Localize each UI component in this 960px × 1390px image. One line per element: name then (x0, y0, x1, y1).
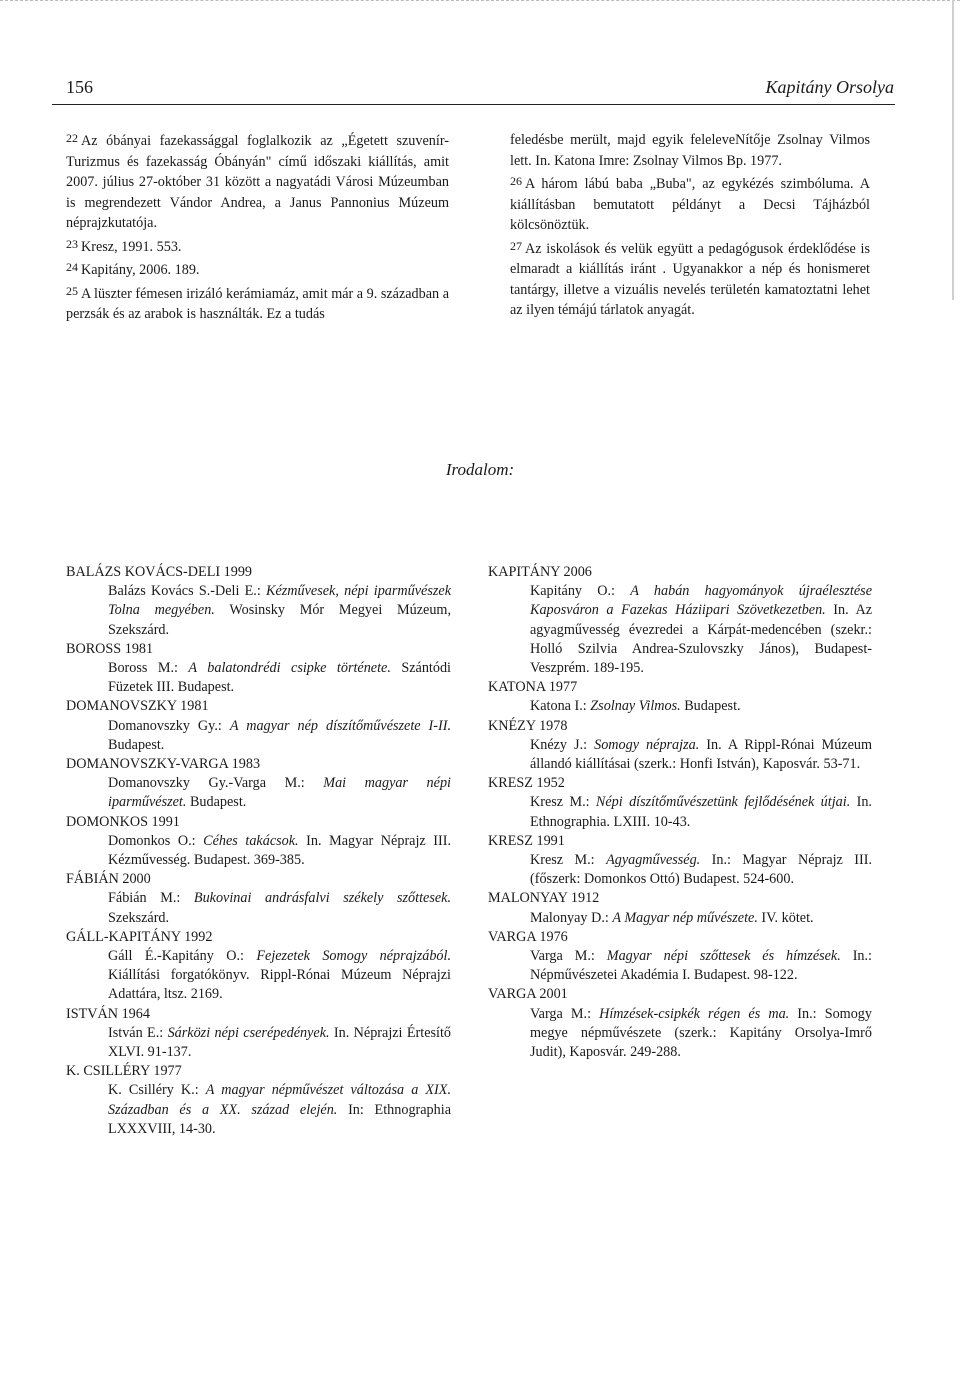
bib-title: A balatondrédi csipke története. (188, 660, 391, 677)
bib-title: Magyar népi szőttesek és hímzések. (606, 948, 841, 965)
footnote-text: Kapitány, 2006. 189. (81, 262, 200, 278)
bib-publication: Wosinsky Mór Megyei Múzeum, Szekszárd. (108, 602, 452, 638)
bib-publication: In: Ethnographia LXXXVIII, 14-30. (108, 1101, 451, 1137)
bib-reference (488, 582, 872, 678)
bib-key: MALONYAY 1912 (488, 890, 600, 907)
bib-author: Kapitány O.: (530, 583, 631, 600)
bib-entry (66, 1005, 451, 1063)
bib-entry (488, 928, 872, 986)
footnote-25 (66, 281, 449, 325)
footnote-24 (66, 257, 449, 281)
bib-author: Katona I.: (530, 698, 591, 715)
bib-title: Fejezetek Somogy néprajzából. (256, 948, 451, 965)
bib-key: KNÉZY 1978 (488, 717, 568, 734)
bib-author: Kresz M.: (530, 794, 596, 811)
footnote-26 (510, 171, 870, 236)
bib-publication: In. Magyar Néprajz III. Kézművesség. Budapest. 369-385. (108, 832, 451, 869)
bib-publication: IV. kötet. (757, 909, 814, 926)
bib-author: Balázs Kovács S.-Deli E.: (108, 583, 267, 600)
bib-entry (488, 717, 872, 775)
footnote-text: Az óbányai fazekassággal foglalkozik az „Égetett szuvenír-Turizmus és fazekasság Óbányán" című időszaki kiállítás, amit 2007. július 27-október 31 között a nagyatádi Városi Múzeumban is megrendezett Vándor Andrea, a Janus Pannonius Múzeum néprajzkutatója. (66, 133, 449, 231)
bib-entry (66, 813, 451, 871)
bib-author: Boross M.: (108, 660, 189, 677)
bib-reference (488, 1005, 872, 1063)
bib-title: Somogy néprajza. (594, 736, 700, 753)
bib-title: Mai magyar népi iparművészet. (108, 775, 451, 811)
bib-publication: Budapest. (680, 698, 741, 715)
bib-publication: In. Néprajzi Értesítő XLVI. 91-137. (108, 1024, 451, 1061)
bib-reference (488, 736, 872, 774)
bib-key: KRESZ 1991 (488, 832, 565, 849)
scan-edge-right (952, 0, 954, 300)
footnote-27 (510, 236, 870, 321)
bib-entry (488, 832, 872, 890)
bib-author: Malonyay D.: (530, 909, 613, 926)
bib-key: GÁLL-KAPITÁNY 1992 (66, 928, 213, 945)
bib-author: Gáll É.-Kapitány O.: (108, 948, 257, 965)
bib-reference (66, 832, 451, 870)
bib-key: VARGA 1976 (488, 928, 568, 945)
bib-entry (66, 1062, 451, 1139)
bib-key: DOMANOVSZKY 1981 (66, 698, 209, 715)
bib-key: BALÁZS KOVÁCS-DELI 1999 (66, 564, 253, 580)
bib-title: A magyar népművészet változása a XIX. Században és a XX. század elején. (108, 1082, 451, 1118)
bib-publication: In. Az agyagművesség évezredei a Kárpát-medencében (szekr.: Holló Szilvia Andrea-Szulovszky János), Budapest-Veszprém. 189-195. (530, 602, 872, 677)
bib-reference (66, 582, 451, 640)
section-title-irodalom: Irodalom: (445, 460, 515, 479)
bib-key: DOMONKOS 1991 (66, 813, 180, 830)
bib-title: Agyagművesség. (606, 852, 701, 869)
bib-author: Varga M.: (530, 948, 607, 965)
bib-key: KAPITÁNY 2006 (488, 564, 592, 580)
scan-edge-top (0, 0, 960, 7)
bib-entry (66, 697, 451, 755)
bib-entry (66, 563, 451, 640)
bibliography-right-column (488, 563, 872, 1062)
footnotes-left-column (66, 128, 449, 325)
footnote-23 (66, 234, 449, 258)
bib-author: K. Csilléry K.: (108, 1082, 206, 1099)
bib-entry (66, 870, 451, 928)
footnote-number: 25 (66, 283, 78, 298)
bib-key: BOROSS 1981 (66, 640, 154, 657)
page-number: 156 (66, 77, 93, 97)
bib-key: ISTVÁN 1964 (66, 1005, 150, 1022)
footnote-text: Az iskolások és velük együtt a pedagógusok érdeklődése is elmaradt a kiállítás iránt . Ugyanakkor a nép és honismeret tantárgy, illetve a vizuális nevelés területén kamatoztatni lehet az ilyen témájú tárlatok anyagát. (510, 240, 870, 318)
bib-key: VARGA 2001 (488, 986, 568, 1003)
bib-author: Kresz M.: (530, 852, 607, 869)
bib-title: Sárközi népi cserépedények. (167, 1024, 330, 1041)
bib-entry (488, 985, 872, 1062)
bib-publication: In. Ethnographia. LXIII. 10-43. (530, 794, 872, 830)
bib-title: Hímzések-csipkék régen és ma. (599, 1005, 790, 1022)
bib-title: A Magyar nép művészete. (612, 909, 758, 926)
bib-publication: Szántódi Füzetek III. Budapest. (108, 660, 451, 696)
bib-reference (66, 717, 451, 755)
footnote-text: feledésbe merült, majd egyik feleleveNítője Zsolnay Vilmos lett. In. Katona Imre: Zsolnay Vilmos Bp. 1977. (510, 132, 870, 169)
bib-entry (66, 640, 451, 698)
bib-reference (66, 774, 451, 812)
footnote-number: 24 (66, 260, 78, 274)
bib-title: Kézművesek, népi iparművészek Tolna megyében. (108, 583, 451, 619)
footnote-22 (66, 128, 449, 234)
bib-key: DOMANOVSZKY-VARGA 1983 (66, 756, 261, 773)
bib-entry (488, 678, 872, 716)
bib-entry (66, 755, 451, 813)
bib-key: K. CSILLÉRY 1977 (66, 1063, 182, 1080)
footnote-text: Kresz, 1991. 553. (81, 238, 182, 255)
footnote-number: 27 (510, 238, 522, 253)
footnote-text: A lüszter fémesen irizáló kerámiamáz, amit már a 9. században a perzsák és az arabok is használták. Ez a tudás (66, 285, 449, 322)
bib-entry (488, 563, 872, 678)
bib-publication: Szekszárd. (108, 909, 170, 926)
bib-title: Bukovinai andrásfalvi székely szőttesek. (193, 890, 451, 907)
bib-author: Knézy J.: (530, 736, 595, 753)
bib-publication: In.: Somogy megye népművészete (szerk.: Kapitány Orsolya-Imrő Judit), Kaposvár. 249-288. (530, 1005, 872, 1061)
bib-author: Domanovszky Gy.: (108, 717, 230, 734)
bib-author: István E.: (108, 1024, 168, 1041)
header-rule (52, 104, 895, 105)
bib-title: Zsolnay Vilmos. (590, 698, 681, 715)
footnote-25-continued (510, 130, 870, 171)
bib-title: Céhes takácsok. (203, 832, 299, 849)
bib-key: KRESZ 1952 (488, 775, 565, 792)
bib-reference (66, 659, 451, 697)
bib-reference (488, 697, 872, 716)
bib-entry (488, 774, 872, 832)
bib-entry (488, 889, 872, 927)
bib-publication: In.: Népművészetei Akadémia I. Budapest. 98-122. (530, 948, 873, 984)
bib-publication: Budapest. (186, 794, 247, 811)
bib-author: Fábián M.: (108, 890, 194, 907)
bib-title: Népi díszítőművészetünk fejlődésének útjai. (595, 794, 851, 811)
bib-title: A magyar nép díszítőművészete I-II. (229, 717, 451, 734)
footnote-number: 26 (510, 174, 522, 188)
bib-author: Domanovszky Gy.-Varga M.: (108, 775, 324, 792)
bib-entry (66, 928, 451, 1005)
bib-publication: Kiállítási forgatókönyv. Rippl-Rónai Múzeum Néprajzi Adattára, ltsz. 2169. (108, 967, 451, 1003)
bib-reference (66, 1081, 451, 1139)
bib-author: Domonkos O.: (108, 832, 204, 849)
bib-author: Varga M.: (530, 1005, 600, 1022)
bib-reference (66, 889, 451, 927)
bibliography-left-column (66, 563, 451, 1139)
bib-reference (66, 947, 451, 1005)
footnotes-right-column (510, 130, 870, 321)
bib-key: FÁBIÁN 2000 (66, 871, 151, 888)
bib-publication: In. A Rippl-Rónai Múzeum állandó kiállításai (szerk.: Honfi István), Kaposvár. 53-71. (530, 736, 873, 773)
bib-title: A habán hagyományok újraélesztése Kaposváron a Fazekas Háziipari Szövetkezetben. (530, 583, 872, 619)
footnote-number: 23 (66, 236, 78, 251)
page-header (66, 74, 894, 104)
bib-publication: Budapest. (108, 736, 165, 753)
bib-reference (488, 909, 872, 928)
bib-reference (488, 947, 872, 985)
bib-key: KATONA 1977 (488, 679, 578, 696)
footnote-number: 22 (66, 131, 78, 145)
bib-reference (488, 793, 872, 831)
bib-publication: In.: Magyar Néprajz III. (főszerk: Domonkos Ottó) Budapest. 524-600. (530, 852, 872, 888)
running-title: Kapitány Orsolya (765, 77, 894, 97)
bib-reference (488, 851, 872, 889)
footnote-text: A három lábú baba „Buba", az egykézés szimbóluma. A kiállításban bemutatott példányt a Decsi Tájházból kölcsönöztük. (510, 176, 870, 233)
bib-reference (66, 1024, 451, 1062)
